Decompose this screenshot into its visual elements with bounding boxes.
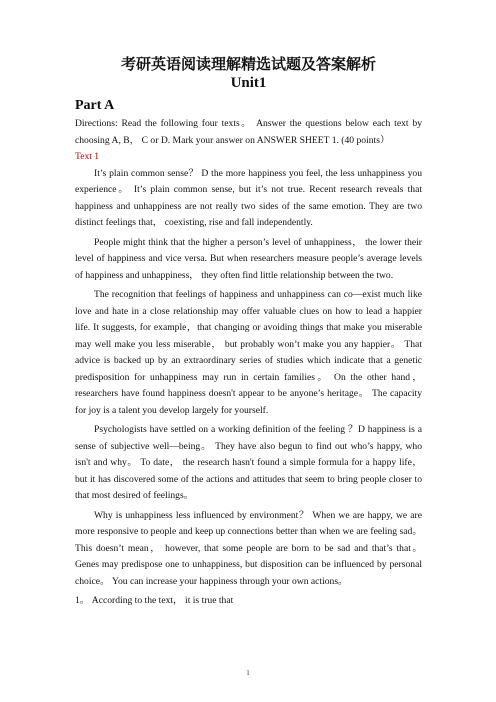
paragraph-1: It’s plain common sense？ D the more happiness you feel, the less unhappiness you experience。 It’s plain common sense, but it’s not true. Recent research reveals that happiness and unhappiness are not really two sides of the same emotion. They are two distinct feelings that， coexisting, rise and fall independently. [75, 167, 422, 228]
paragraph-5: Why is unhappiness less influenced by environment？ When we are happy, we are more responsive to people and keep up connections better than when we are feeling sad。 This doesn’t mean， however, that some people are born to be sad and that’s that。 Genes may predispose one to unhappiness, but disposition can be influenced by personal choice。 You can increase your happiness through your own actions。 [75, 509, 422, 587]
text-label: Text 1 [75, 151, 100, 162]
paragraph-2: People might think that the higher a person’s level of unhappiness， the lower their level of happiness and vice versa. But when researchers measure people’s average levels of happiness and unhappiness， they often find little relationship between the two. [75, 236, 422, 281]
document-subtitle: Unit1 [230, 75, 267, 91]
paragraph-3: The recognition that feelings of happiness and unhappiness can co—exist much like love and hate in a close relationship may offer valuable clues on how to lead a happier life. It suggests, for example，that changing or avoiding things that make you miserable may well make you less miserable， but probably won’t make you any happier。 That advice is backed up by an extraordinary series of studies which indicate that a genetic predisposition for unhappiness may run in certain families。 On the other hand， researchers have found happiness doesn't appear to be anyone’s heritage。 The capacity for joy is a talent you develop largely for yourself. [75, 289, 422, 416]
document-content [75, 56, 422, 610]
question-1: 1。 According to the text， it is true that [75, 595, 234, 606]
paragraph-4: Psychologists have settled on a working definition of the feeling ？D happiness is a sense of subjective well—being。 They have also begun to find out who’s happy, who isn't and why。 To date， the research hasn't found a simple formula for a happy life， but it has discovered some of the actions and attitudes that seem to bring people closer to that most desired of feelings。 [75, 424, 422, 501]
page-number: 1 [246, 669, 250, 677]
part-heading: Part A [75, 98, 115, 113]
directions-text: Directions: Read the following four texts。 Answer the questions below each text by choosing A, B， C or D. Mark your answer on ANSWER SHEET 1. (40 points） [75, 118, 422, 146]
document-title: 考研英语阅读理解精选试题及答案解析 [120, 57, 376, 73]
